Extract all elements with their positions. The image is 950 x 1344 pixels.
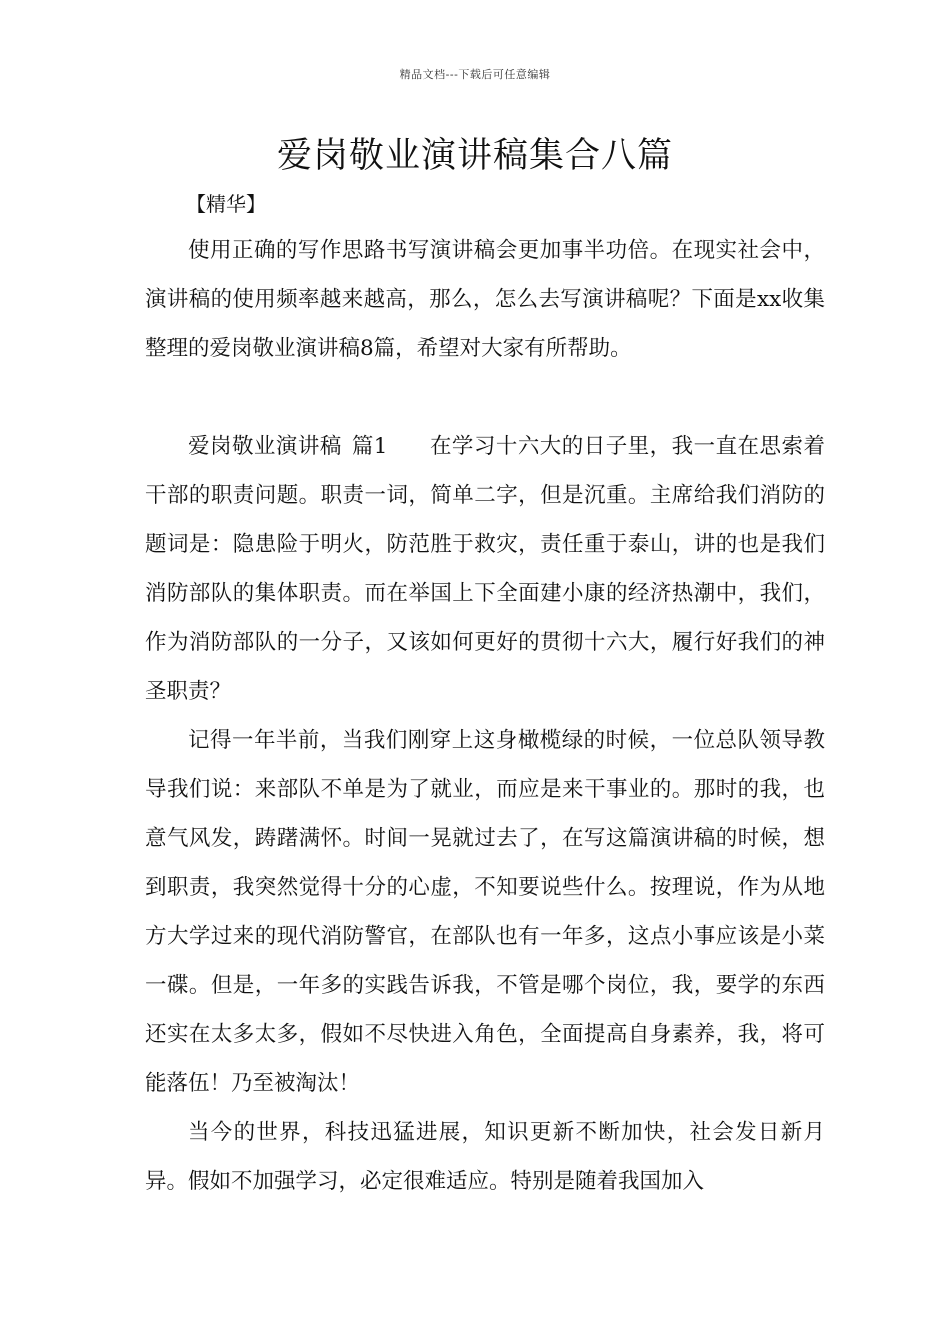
essence-tag: 【精华】 [186, 192, 266, 216]
section-number: 篇1 [351, 434, 388, 459]
page-title: 爱岗敬业演讲稿集合八篇 [276, 136, 673, 176]
body-paragraph: 当今的世界，科技迅猛进展，知识更新不断加快，社会发日新月异。假如不加强学习，必定很难适应。特别是随着我国加入 [145, 1120, 825, 1194]
header-note: 精品文档---下载后可任意编辑 [399, 68, 551, 81]
section-first-text: 在学习十六大的日子里，我一直在思索着干部的职责问题。职责一词，简单二字，但是沉重。主席给我们消防的题词是：隐患险于明火，防范胜于救灾，责任重于泰山，讲的也是我们消防部队的集体职责。而在举国上下全面建小康的经济热潮中，我们，作为消防部队的一分子，又该如何更好的贯彻十六大，履行好我们的神圣职责？ [145, 434, 825, 704]
section-label: 爱岗敬业演讲稿 [188, 434, 342, 459]
intro-paragraph: 使用正确的写作思路书写演讲稿会更加事半功倍。在现实社会中，演讲稿的使用频率越来越高，那么，怎么去写演讲稿呢？下面是xx收集整理的爱岗敬业演讲稿8篇，希望对大家有所帮助。 [145, 238, 825, 361]
body-paragraph: 记得一年半前，当我们刚穿上这身橄榄绿的时候，一位总队领导教导我们说：来部队不单是为了就业，而应是来干事业的。那时的我，也意气风发，踌躇满怀。时间一晃就过去了，在写这篇演讲稿的时候，想到职责，我突然觉得十分的心虚，不知要说些什么。按理说，作为从地方大学过来的现代消防警官，在部队也有一年多，这点小事应该是小菜一碟。但是，一年多的实践告诉我，不管是哪个岗位，我，要学的东西还实在太多太多，假如不尽快进入角色，全面提高自身素养，我，将可能落伍！乃至被淘汰！ [145, 728, 825, 1096]
section-paragraph [145, 422, 825, 716]
document-body [145, 226, 825, 1206]
